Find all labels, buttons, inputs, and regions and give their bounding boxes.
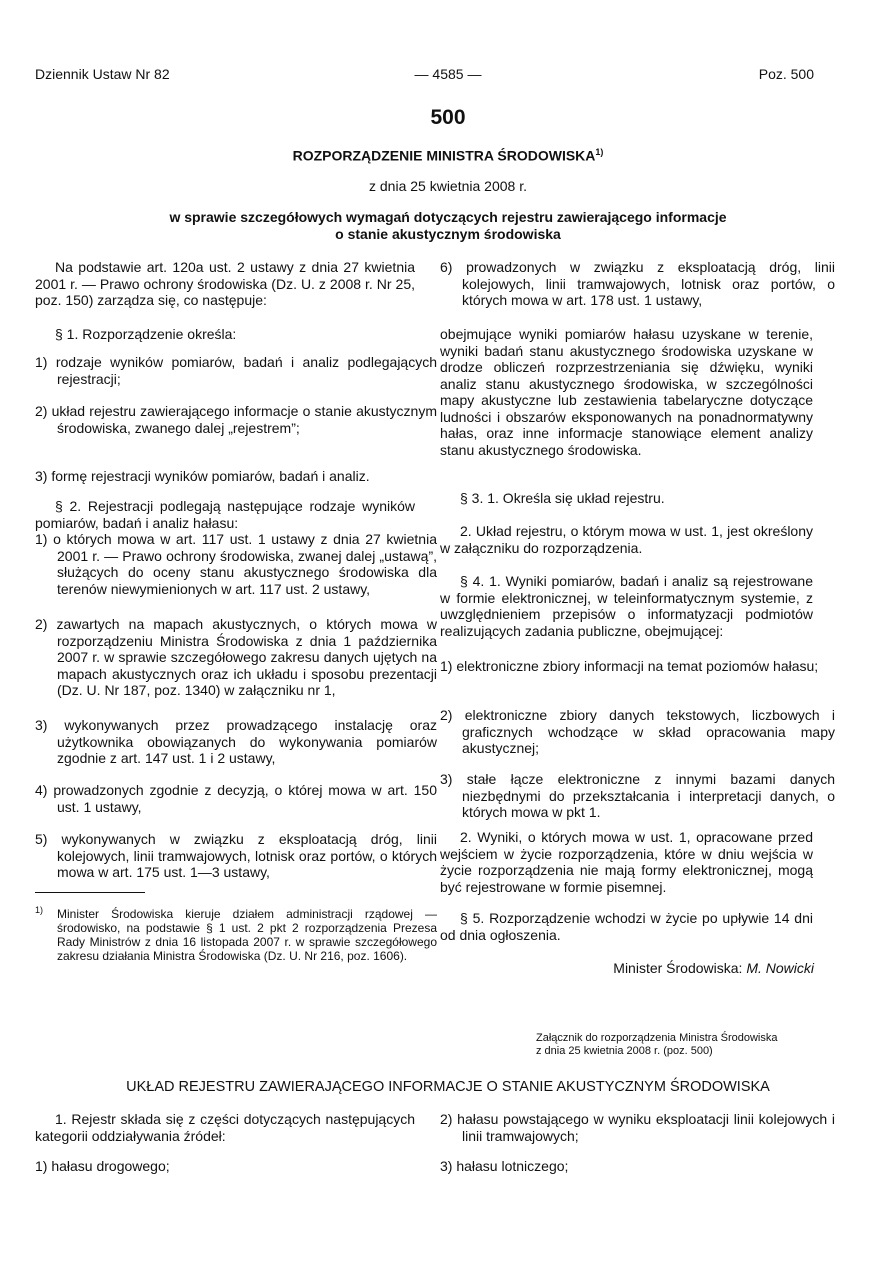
list-item: 1) hałasu drogowego;: [35, 1158, 170, 1174]
footnote: [35, 903, 437, 963]
list-item: 2) zawartych na mapach akustycznych, o których mowa w rozporządzeniu Ministra Środowiska z dnia 1 października 2007 r. w sprawie szczegółowego zakresu danych ujętych na mapach akustycznych oraz ich układu i sposobu prezentacji (Dz. U. Nr 187, poz. 1340) w załączniku nr 1,: [35, 616, 437, 698]
act-title-text: ROZPORZĄDZENIE MINISTRA ŚRODOWISKA: [292, 147, 596, 164]
annex-note-line: Załącznik do rozporządzenia Ministra Środowiska: [536, 1032, 778, 1044]
section-2: § 2. Rejestracji podlegają następujące rodzaje wyników pomiarów, badań i analiz hałasu:: [35, 498, 415, 531]
preamble: Na podstawie art. 120a ust. 2 ustawy z dnia 27 kwietnia 2001 r. — Prawo ochrony środowiska (Dz. U. z 2008 r. Nr 25, poz. 150) zarządza się, co następuje:: [35, 259, 415, 308]
act-title: [0, 147, 896, 164]
act-number: 500: [430, 106, 466, 129]
footnote-text: Minister Środowiska kieruje działem administracji rządowej — środowisko, na podstawie § 1 ust. 2 pkt 2 rozporządzenia Prezesa Rady Ministrów z dnia 16 listopada 2007 r. w sprawie szczegółowego zakresu działania Ministra Środowiska (Dz. U. Nr 216, poz. 1606).: [57, 907, 437, 963]
list-item: 3) formę rejestracji wyników pomiarów, badań i analiz.: [35, 468, 370, 484]
act-date: z dnia 25 kwietnia 2008 r.: [369, 178, 527, 194]
list-item: 1) elektroniczne zbiory informacji na temat poziomów hałasu;: [440, 658, 819, 674]
list-item: 2) hałasu powstającego w wyniku eksploatacji linii kolejowych i linii tramwajowych;: [440, 1111, 835, 1144]
list-item: 1) o których mowa w art. 117 ust. 1 ustawy z dnia 27 kwietnia 2001 r. — Prawo ochrony środowiska, zwanej dalej „ustawą”, służących do oceny stanu akustycznego środowiska dla terenów niewymienionych w art. 117 ust. 2 ustawy,: [35, 531, 437, 597]
position-number: Poz. 500: [758, 66, 814, 82]
list-item: 3) hałasu lotniczego;: [440, 1158, 569, 1174]
list-item: 2) układ rejestru zawierającego informacje o stanie akustycznym środowiska, zwanego dalej „rejestrem”;: [35, 403, 437, 436]
annex-paragraph: 1. Rejestr składa się z części dotyczących następujących kategorii oddziaływania źródeł:: [35, 1111, 415, 1144]
section-4-1: § 4. 1. Wyniki pomiarów, badań i analiz są rejestrowane w formie elektronicznej, w teleinformatycznym systemie, z uwzględnieniem przepisów o informatyzacji podmiotów realizujących zadania publiczne, obejmującej:: [440, 573, 813, 639]
list-item: 1) rodzaje wyników pomiarów, badań i analiz podlegających rejestracji;: [35, 354, 437, 387]
footnote-mark: 1): [35, 905, 44, 915]
subject-line: w sprawie szczegółowych wymagań dotyczących rejestru zawierającego informacje: [169, 209, 727, 225]
act-subject: [0, 209, 896, 243]
paragraph: obejmujące wyniki pomiarów hałasu uzyskane w terenie, wyniki badań stanu akustycznego środowiska uzyskane w drodze obliczeń rozprzestrzeniania się dźwięku, wyniki analiz stanu akustycznego środowiska, w szczególności mapy akustyczne lub zestawienia tabelaryczne dotyczące ludności i obszarów eksponowanych na ponadnormatywny hałas, oraz inne informacje stanowiące element analizy stanu akustycznego środowiska.: [440, 326, 813, 458]
list-item: 5) wykonywanych w związku z eksploatacją dróg, linii kolejowych, linii tramwajowych, lotnisk oraz portów, o których mowa w art. 175 ust. 1—3 ustawy,: [35, 831, 437, 880]
section-3-2: 2. Układ rejestru, o którym mowa w ust. 1, jest określony w załączniku do rozporządzenia.: [440, 523, 813, 556]
footnote-divider: [35, 892, 145, 893]
footnote-mark: 1): [595, 147, 604, 157]
annex-title: UKŁAD REJESTRU ZAWIERAJĄCEGO INFORMACJE O STANIE AKUSTYCZNYM ŚRODOWISKA: [126, 1079, 770, 1095]
list-item: 4) prowadzonych zgodnie z decyzją, o której mowa w art. 150 ust. 1 ustawy,: [35, 782, 437, 815]
annex-note-line: z dnia 25 kwietnia 2008 r. (poz. 500): [536, 1045, 713, 1057]
section-4-2: 2. Wyniki, o których mowa w ust. 1, opracowane przed wejściem w życie rozporządzenia, które w dniu wejścia w życie rozporządzenia nie mają formy elektronicznej, mogą być rejestrowane w formie pisemnej.: [440, 829, 813, 895]
signature: [613, 960, 814, 976]
signature-label: Minister Środowiska:: [613, 960, 743, 976]
section-1: § 1. Rozporządzenie określa:: [55, 326, 237, 342]
list-item: 2) elektroniczne zbiory danych tekstowych, liczbowych i graficznych wchodzące w skład opracowania mapy akustycznej;: [440, 707, 835, 756]
annex-note: [536, 1032, 778, 1058]
section-5: § 5. Rozporządzenie wchodzi w życie po upływie 14 dni od dnia ogłoszenia.: [440, 910, 813, 943]
page-number: — 4585 —: [414, 66, 482, 82]
subject-line: o stanie akustycznym środowiska: [335, 226, 561, 242]
journal-name: Dziennik Ustaw Nr 82: [35, 66, 170, 82]
list-item: 3) stałe łącze elektroniczne z innymi bazami danych niezbędnymi do przekształcania i interpretacji danych, o których mowa w pkt 1.: [440, 771, 835, 820]
signature-name: M. Nowicki: [746, 960, 814, 976]
section-3-1: § 3. 1. Określa się układ rejestru.: [460, 490, 665, 506]
list-item: 3) wykonywanych przez prowadzącego instalację oraz użytkownika obowiązanych do wykonywania pomiarów zgodnie z art. 147 ust. 1 i 2 ustawy,: [35, 717, 437, 766]
list-item: 6) prowadzonych w związku z eksploatacją dróg, linii kolejowych, linii tramwajowych, lotnisk oraz portów, o których mowa w art. 178 ust. 1 ustawy,: [440, 259, 835, 308]
